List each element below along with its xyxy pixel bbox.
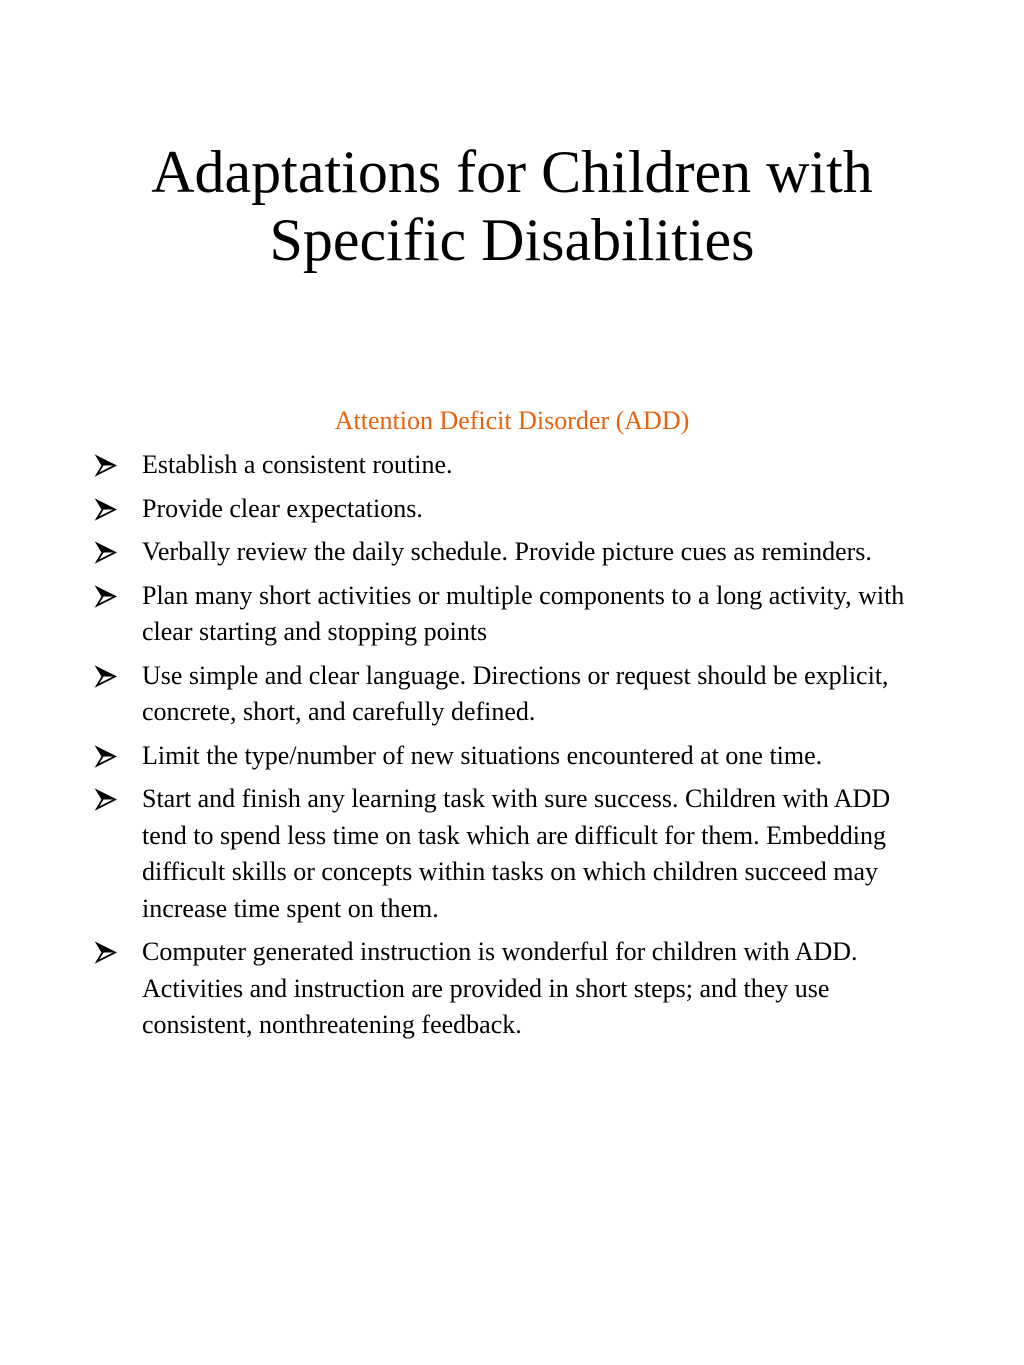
bullet-text: Provide clear expectations. (142, 493, 423, 523)
bullet-text: Plan many short activities or multiple components to a long activity, with clear starting and stopping points (142, 580, 905, 646)
bullet-text: Establish a consistent routine. (142, 450, 453, 479)
bullet-item (94, 534, 934, 571)
arrow-bullet-icon (94, 491, 118, 527)
arrow-bullet-icon (94, 578, 118, 614)
bullet-item (94, 447, 934, 484)
arrow-bullet-icon (94, 658, 118, 694)
arrow-bullet-icon (94, 934, 118, 970)
section-subtitle: Attention Deficit Disorder (ADD) (334, 406, 690, 435)
bullet-text: Limit the type/number of new situations encountered at one time. (142, 740, 823, 770)
bullet-item (94, 934, 934, 1044)
bullet-text: Computer generated instruction is wonderful for children with ADD. Activities and instruction are provided in short steps; and they use consistent, nonthreatening feedback. (142, 937, 858, 1039)
bullet-text: Use simple and clear language. Directions or request should be explicit, concrete, short, and carefully defined. (142, 660, 889, 726)
arrow-bullet-icon (94, 738, 118, 774)
bullet-text: Verbally review the daily schedule. Provide picture cues as reminders. (142, 537, 872, 566)
arrow-bullet-icon (94, 447, 118, 483)
bullet-item (94, 738, 934, 775)
bullet-item (94, 578, 934, 651)
bullet-item (94, 491, 934, 528)
bullet-item (94, 658, 934, 731)
arrow-bullet-icon (94, 781, 118, 817)
arrow-bullet-icon (94, 534, 118, 570)
slide-title: Adaptations for Children with Specific Disabilities (151, 139, 873, 273)
bullet-item (94, 781, 934, 927)
bullet-list (94, 447, 934, 1051)
bullet-text: Start and finish any learning task with sure success. Children with ADD tend to spend less time on task which are difficult for them. Embedding difficult skills or concepts within tasks on which children succeed may increase time spent on them. (142, 784, 891, 923)
